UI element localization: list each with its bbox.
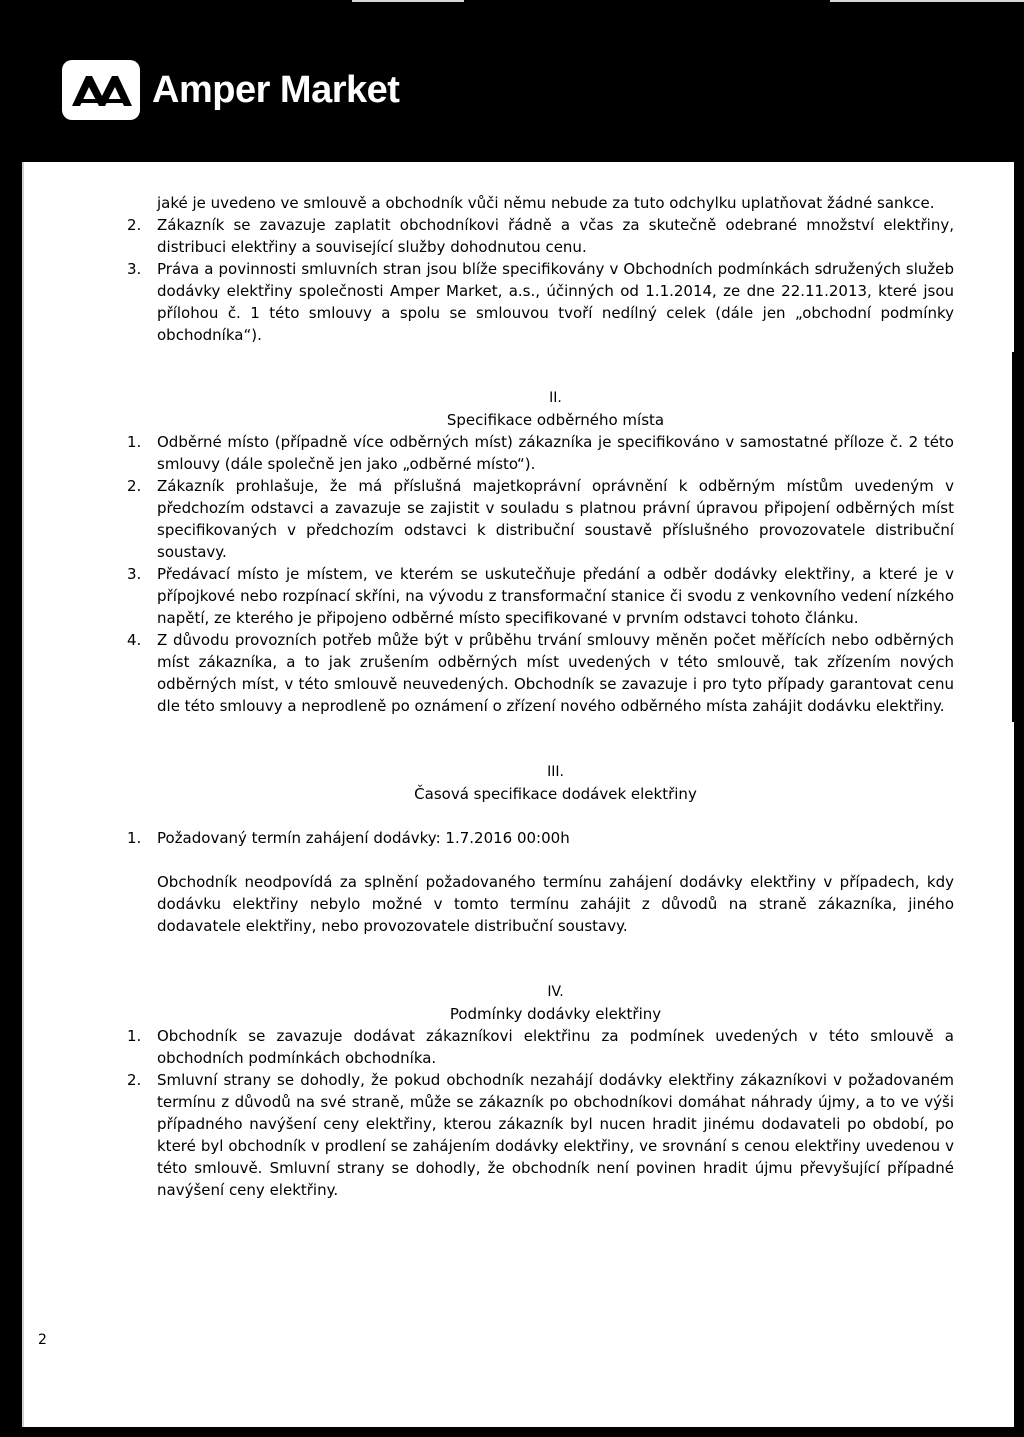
list-item — [127, 563, 954, 629]
item-number: 3. — [127, 565, 142, 583]
contract-text — [127, 192, 954, 1201]
item-text: Obchodník se zavazuje dodávat zákazníkovi elektřinu za podmínek uvedených v této smlouvě a obchodních podmínkách obchodníka. — [157, 1027, 954, 1067]
list-item — [127, 629, 954, 717]
item-number: 1. — [127, 1027, 142, 1045]
item-text: Předávací místo je místem, ve kterém se uskutečňuje předání a odběr dodávky elektřiny, a které je v přípojkové nebo rozpínací skříni, na vývodu z transformační stanice či svodu z venkovního vedení nízkého napětí, ze kterého je připojeno odběrné místo specifikované v prvním odstavci tohoto článku. — [157, 565, 954, 627]
list-item — [127, 1069, 954, 1201]
list-item — [127, 475, 954, 563]
page-number: 2 — [38, 1332, 47, 1348]
item-text — [157, 827, 954, 849]
list-item — [127, 431, 954, 475]
item-number: 2. — [127, 477, 142, 495]
section-number: IV. — [547, 984, 564, 1000]
scan-edge-line — [1012, 352, 1014, 722]
list-item — [127, 1025, 954, 1069]
scan-edge-line — [830, 0, 1024, 2]
amper-market-logo-icon — [62, 60, 140, 120]
item-number: 2. — [127, 1071, 142, 1089]
item-text: Smluvní strany se dohodly, že pokud obchodník nezahájí dodávky elektřiny zákazníkovi v požadovaném termínu z důvodů na své straně, může se zákazník po obchodníkovi domáhat náhrady újmy, a to ve výši případného navýšení ceny elektřiny, kterou zákazník byl nucen hradit jinému dodavateli po období, po které byl obchodník v prodlení se zahájením dodávky elektřiny, ve srovnání s cenou elektřiny uvedenou v této smlouvě. Smluvní strany se dohodly, že obchodník není povinen hradit újmu převyšující případné navýšení ceny elektřiny. — [157, 1071, 954, 1199]
section-number: II. — [549, 390, 562, 406]
start-date-value: 1.7.2016 00:00h — [445, 829, 570, 847]
item-number: 1. — [127, 433, 142, 451]
item-text: Práva a povinnosti smluvních stran jsou blíže specifikovány v Obchodních podmínkách sdružených služeb dodávky elektřiny společnosti Amper Market, a.s., účinných od 1.1.2014, ze dne 22.11.2013, které jsou přílohou č. 1 této smlouvy a spolu se smlouvou tvoří nedílný celek (dále jen „obchodní podmínky obchodníka“). — [157, 260, 954, 344]
list-item — [127, 214, 954, 258]
document-body — [22, 162, 1014, 1427]
liability-paragraph: Obchodník neodpovídá za splnění požadovaného termínu zahájení dodávky elektřiny v případech, kdy dodávku elektřiny nebylo možné v tomto termínu zahájit z důvodů na straně zákazníka, jiného dodavatele elektřiny, nebo provozovatele distribuční soustavy. — [157, 873, 954, 935]
item-number: 2. — [127, 216, 142, 234]
scan-edge-line — [22, 162, 24, 1427]
page-header — [0, 0, 1024, 160]
continuation-paragraph: jaké je uvedeno ve smlouvě a obchodník vůči němu nebude za tuto odchylku uplatňovat žádné sankce. — [157, 194, 935, 212]
list-item — [127, 258, 954, 346]
item-number: 3. — [127, 260, 142, 278]
item-text: Odběrné místo (případně více odběrných míst) zákazníka je specifikováno v samostatné příloze č. 2 této smlouvy (dále společně jen jako „odběrné místo“). — [157, 433, 954, 473]
section-title: Časová specifikace dodávek elektřiny — [414, 785, 697, 803]
brand-name: Amper Market — [152, 69, 400, 111]
item-text: Z důvodu provozních potřeb může být v průběhu trvání smlouvy měněn počet měřících nebo odběrných míst zákazníka, a to jak zrušením odběrných míst uvedených v této smlouvě, tak zřízením nových odběrných míst, v této smlouvě neuvedených. Obchodník se zavazuje i pro tyto případy garantovat cenu dle této smlouvy a neprodleně po oznámení o zřízení nového odběrného místa zahájit dodávku elektřiny. — [157, 631, 954, 715]
item-text: Zákazník se zavazuje zaplatit obchodníkovi řádně a včas za skutečně odebrané množství elektřiny, distribuci elektřiny a související služby dohodnutou cenu. — [157, 216, 954, 256]
section-number: III. — [547, 764, 564, 780]
item-number: 4. — [127, 631, 142, 649]
section-title: Specifikace odběrného místa — [446, 411, 665, 429]
item-text: Zákazník prohlašuje, že má příslušná majetkoprávní oprávnění k odběrným místům uvedeným v předchozím odstavci a zavazuje se zajistit v souladu s platnou právní úpravou připojení odběrných míst specifikovaných v předchozím odstavci k distribuční soustavě příslušného provozovatele distribuční soustavy. — [157, 477, 954, 561]
list-item — [127, 827, 954, 849]
item-number: 1. — [127, 829, 142, 847]
scan-edge-line — [352, 0, 464, 2]
section-title: Podmínky dodávky elektřiny — [449, 1005, 662, 1023]
start-date-label: Požadovaný termín zahájení dodávky: — [157, 829, 441, 847]
